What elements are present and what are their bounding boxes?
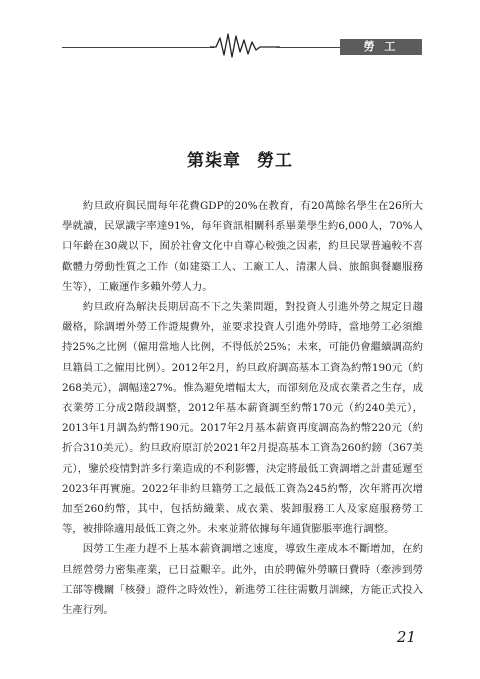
paragraph: 約旦政府為解決長期居高不下之失業問題，對投資人引進外勞之規定日趨嚴格，除調增外勞工作證規費外，並要求投資人引進外勞時，當地勞工必須維持25%之比例（僱用當地人比例，不得低於25%；未來，可能仍會繼續調高約旦籍員工之僱用比例）。2012年2月，約旦政府調高基本工資為約幣190元（約268美元），調幅達27%。惟為避免增幅太大，而卻刻危及成衣業者之生存，成衣業勞工分成2階段調整，2012年基本薪資調至約幣170元（約240美元），2013年1月調為約幣190元。2017年2月基本薪資再度調高為約幣220元（約折合310美元）。約旦政府原訂於2021年2月提高基本工資為260約鎊（367美元），鑒於疫情對許多行業造成的不利影響，決定將最低工資調增之計畫延遲至2023年再實施。2022年非約旦籍勞工之最低工資為245約幣，次年將再次增加至260約幣，其中，包括紡織業、成衣業、裝卸服務工人及家庭服務勞工等，被排除適用最低工資之外。未來並將依據每年通貨膨脹率進行調整。 (62, 301, 423, 536)
chapter-title (0, 146, 480, 171)
paragraph: 約旦政府與民間每年花費GDP的20%在教育，有20萬餘名學生在26所大學就讀，民眾識字率達91%，每年資訊相關科系畢業學生約6,000人，70%人口年齡在30歲以下，囿於社會文化中自尊心較強之因素，約旦民眾普遍較不喜歡體力勞動性質之工作（如建築工人、工廠工人、清潔人員、旅館與餐廳服務生等），工廠運作多賴外勞人力。 (62, 200, 423, 293)
header-rule-right (276, 47, 340, 48)
section-tag: 勞 工 (340, 39, 422, 55)
heartbeat-line-icon (210, 30, 280, 58)
running-header (62, 30, 422, 58)
page-number: 21 (396, 628, 416, 646)
chapter-number: 第柒章 (187, 151, 241, 171)
chapter-name: 勞工 (257, 151, 293, 171)
paragraph: 因勞工生產力趕不上基本薪資調增之速度，導致生產成本不斷增加，在約旦經營勞力密集產業，已日益艱辛。此外，由於聘僱外勞曠日費時（牽涉到勞工部等機關「核發」證件之時效性），新進勞工往往需數月訓練，方能正式投入生產行列。 (62, 543, 423, 617)
body-text (62, 196, 423, 620)
header-rule-left (62, 47, 214, 48)
